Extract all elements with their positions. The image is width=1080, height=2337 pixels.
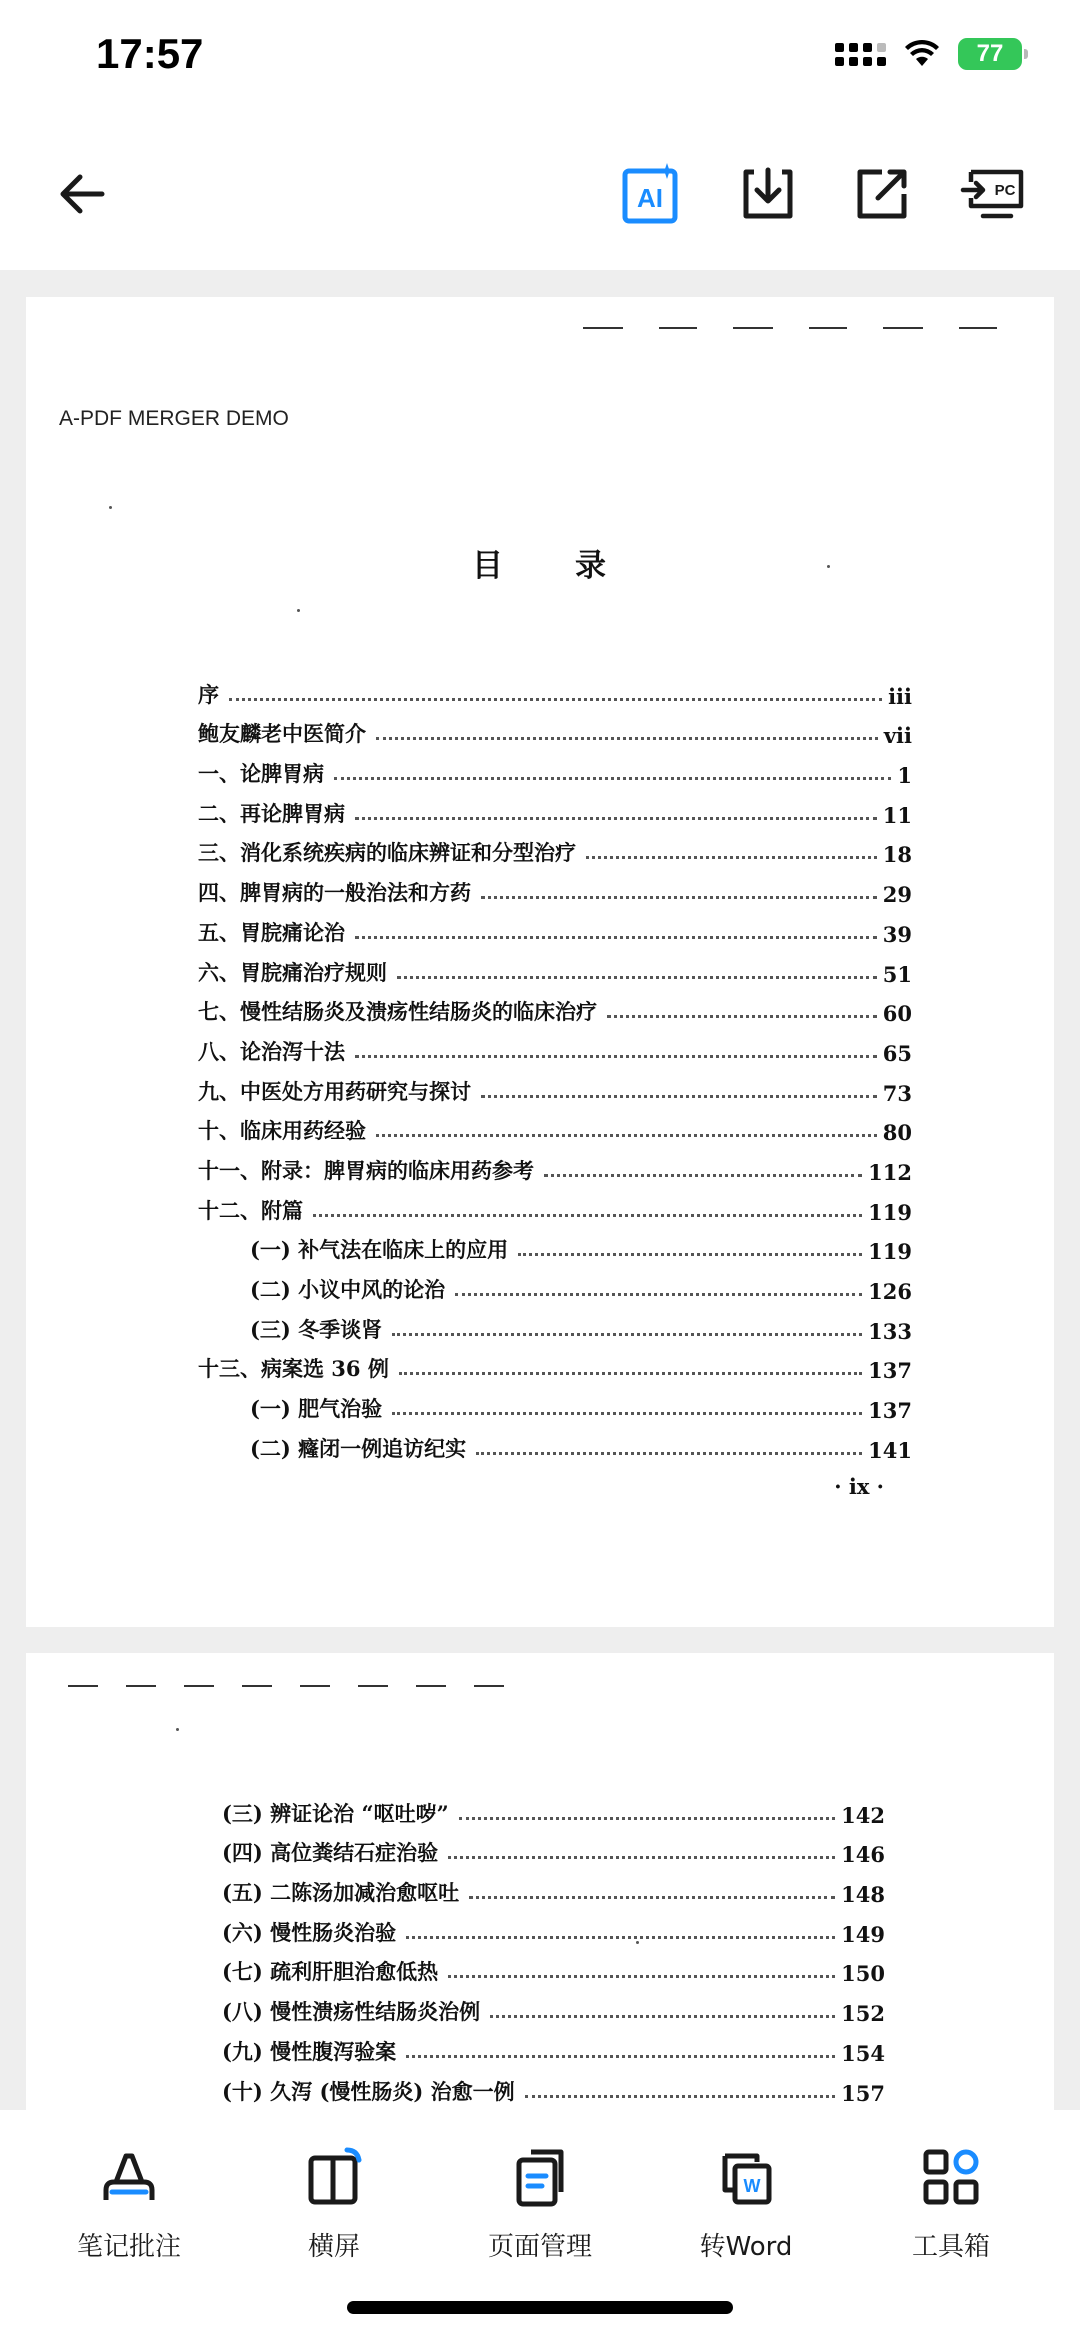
toc-entry (198, 748, 912, 788)
toc-entry-page: 154 (841, 2040, 885, 2066)
toc-entry-title: 一、论脾胃病 (198, 761, 324, 787)
toc-entry (198, 1066, 912, 1106)
toc-entry (222, 1986, 885, 2026)
nav-label: 页面管理 (487, 2232, 592, 2262)
toc-entry-title: 六、胃脘痛治疗规则 (198, 959, 387, 985)
toc-entry-page: 146 (841, 1842, 885, 1868)
toc-entry-page: 112 (868, 1159, 912, 1185)
toc-entry-page: 142 (841, 1802, 885, 1828)
back-arrow-icon (54, 166, 110, 222)
toc-entry-page: 65 (882, 1040, 912, 1066)
toc-leader-dots (518, 1253, 862, 1256)
toc-entry-title: 三、消化系统疾病的临床辨证和分型治疗 (198, 840, 576, 866)
back-button[interactable] (48, 160, 116, 228)
toc-leader-dots (586, 856, 877, 859)
wifi-icon (904, 40, 940, 68)
toc-leader-dots (392, 1333, 862, 1336)
page-number: · ix · (834, 1474, 884, 1499)
pdf-page-1[interactable] (26, 297, 1054, 1627)
toc-leader-dots (376, 1134, 877, 1137)
toc-entry-title: 五、胃脘痛论治 (198, 919, 345, 945)
toc-leader-dots (406, 2055, 835, 2058)
toc-entry (198, 1145, 912, 1185)
svg-text:AI: AI (637, 183, 663, 213)
toc-leader-dots (481, 896, 877, 899)
toc-leader-dots (607, 1015, 877, 1018)
toc-entry (198, 867, 912, 907)
toc-entry (198, 709, 912, 749)
toc-entry-page: 39 (882, 921, 912, 947)
toc-leader-dots (397, 976, 877, 979)
toc-leader-dots (392, 1412, 862, 1415)
nav-label: 横屏 (307, 2232, 360, 2262)
toc-leader-dots (490, 2015, 835, 2018)
scan-speck (109, 506, 112, 509)
toc-entry (198, 1264, 912, 1304)
toc-leader-dots (476, 1452, 862, 1455)
ai-assistant-button[interactable] (620, 160, 688, 228)
toc-entry (198, 907, 912, 947)
toc-entry-title: (七) 疏利肝胆治愈低热 (222, 1959, 439, 1985)
toc-entry-title: 八、论治泻十法 (198, 1038, 345, 1064)
nav-label: 笔记批注 (76, 2232, 181, 2262)
toc-entry-page: 80 (882, 1120, 912, 1146)
watermark-text: A-PDF MERGER DEMO (59, 407, 289, 430)
toc-entry (198, 1026, 912, 1066)
nav-landscape-button[interactable] (254, 2142, 414, 2282)
toc-leader-dots (448, 1975, 835, 1978)
ai-sparkle-icon (621, 161, 687, 227)
toc-entry (198, 1185, 912, 1225)
download-button[interactable] (734, 160, 802, 228)
toc-entry-title: (一) 补气法在临床上的应用 (250, 1237, 509, 1263)
toc-entry (222, 1867, 885, 1907)
toc-entry (198, 1423, 912, 1463)
toc-entry-page: 29 (882, 882, 912, 908)
toc-entry-title: 七、慢性结肠炎及溃疡性结肠炎的临床治疗 (198, 999, 597, 1025)
toc-entry-title: 二、再论脾胃病 (198, 800, 345, 826)
send-to-pc-icon (961, 164, 1027, 224)
toc-entry-title: (三) 辨证论治 “呕吐哕” (222, 1800, 449, 1826)
toc-list (198, 669, 912, 1463)
toc-entry-page: 149 (841, 1921, 885, 1947)
share-icon (852, 164, 912, 224)
toc-leader-dots (376, 737, 878, 740)
toc-entry (198, 1304, 912, 1344)
toc-entry-title: 九、中医处方用药研究与探讨 (198, 1078, 471, 1104)
toc-leader-dots (406, 1936, 835, 1939)
toc-entry (198, 1225, 912, 1265)
toc-entry-title: 序 (198, 681, 219, 707)
toolbox-icon (920, 2146, 982, 2208)
svg-text:W: W (743, 2176, 761, 2196)
toc-entry (198, 947, 912, 987)
toc-entry-page: 51 (882, 961, 912, 987)
toc-entry-page: 18 (882, 842, 912, 868)
toc-entry-page: 60 (882, 1001, 912, 1027)
svg-text:PC: PC (994, 182, 1016, 199)
toc-entry-title: 四、脾胃病的一般治法和方药 (198, 880, 471, 906)
toc-leader-dots (355, 936, 877, 939)
toc-entry-page: 119 (868, 1199, 912, 1225)
toc-leader-dots (355, 1055, 877, 1058)
download-icon (738, 164, 798, 224)
toc-entry-title: (十) 久泻 (慢性肠炎) 治愈一例 (222, 2078, 515, 2104)
toc-entry (198, 1344, 912, 1384)
toc-entry-title: 十一、附录：脾胃病的临床用药参考 (198, 1157, 534, 1183)
toc-list-continued (222, 1788, 885, 2145)
toc-entry-title: 十、临床用药经验 (198, 1118, 366, 1144)
toc-entry-page: 152 (841, 2001, 885, 2027)
toc-entry-title: (九) 慢性腹泻验案 (222, 2038, 397, 2064)
nav-label: 工具箱 (911, 2232, 990, 2262)
nav-to-word-button[interactable] (666, 2142, 826, 2282)
pen-annotate-icon (98, 2146, 160, 2208)
rotate-landscape-icon (303, 2146, 365, 2208)
toc-entry-title: (二) 癃闭一例追访纪实 (250, 1435, 467, 1461)
toc-entry-page: 137 (868, 1358, 912, 1384)
toc-entry (198, 788, 912, 828)
toc-entry-title: (三) 冬季谈肾 (250, 1316, 383, 1342)
toc-entry-page: iii (888, 683, 912, 709)
toc-entry-page: vii (883, 723, 912, 749)
toc-leader-dots (544, 1174, 862, 1177)
battery-icon (958, 38, 1022, 70)
toc-leader-dots (334, 777, 891, 780)
toc-entry-title: (四) 高位粪结石症治验 (222, 1840, 439, 1866)
toc-entry-page: 1 (897, 763, 912, 789)
status-icons (835, 38, 1022, 70)
toc-entry-page: 126 (868, 1279, 912, 1304)
home-indicator[interactable] (347, 2301, 733, 2314)
nav-label: 转Word (699, 2232, 793, 2262)
share-button[interactable] (848, 160, 916, 228)
toc-entry (198, 669, 912, 709)
toc-leader-dots (399, 1372, 862, 1375)
toc-entry (198, 828, 912, 868)
toc-entry (198, 987, 912, 1027)
toc-entry-page: 137 (868, 1398, 912, 1424)
toc-entry-title: 鲍友麟老中医简介 (198, 721, 366, 747)
toc-leader-dots (355, 817, 877, 820)
to-word-icon (715, 2146, 777, 2208)
toc-leader-dots (525, 2095, 835, 2098)
toc-entry-title: (八) 慢性溃疡性结肠炎治例 (222, 1999, 481, 2025)
nav-page-manage-button[interactable] (460, 2142, 620, 2282)
toc-leader-dots (313, 1214, 862, 1217)
toc-leader-dots (229, 698, 882, 701)
toc-entry (222, 2066, 885, 2106)
status-bar (0, 0, 1080, 120)
toc-entry-title: 十二、附篇 (198, 1197, 303, 1223)
toc-entry (198, 1383, 912, 1423)
toc-entry-page: 148 (841, 1882, 885, 1908)
toc-entry-title: 十三、病案选 36 例 (198, 1356, 389, 1382)
toc-title: 目 录 (472, 548, 608, 584)
nav-notes-button[interactable] (49, 2142, 209, 2282)
toc-entry-title: (五) 二陈汤加减治愈呕吐 (222, 1880, 460, 1906)
toc-entry-page: 150 (841, 1961, 885, 1987)
scan-dash-line (583, 327, 997, 329)
toc-entry-page: 157 (841, 2080, 885, 2106)
scan-speck (297, 609, 300, 612)
toc-leader-dots (481, 1095, 877, 1098)
toc-entry-page: 141 (868, 1437, 912, 1463)
scan-dash-line (68, 1685, 504, 1687)
toc-leader-dots (469, 1896, 835, 1899)
toc-entry-page: 133 (868, 1318, 912, 1344)
pdf-viewer[interactable] (0, 270, 1080, 2110)
toc-entry (222, 1788, 885, 1828)
toc-entry-page: 119 (868, 1239, 912, 1265)
toc-entry (222, 2026, 885, 2066)
toc-entry (222, 1828, 885, 1868)
toc-entry (222, 1907, 885, 1947)
toc-leader-dots (455, 1293, 862, 1296)
toc-entry-title: (二) 小议中风的论治 (250, 1277, 446, 1302)
page-manage-icon (509, 2146, 571, 2208)
toc-entry-page: 73 (882, 1080, 912, 1106)
toc-leader-dots (459, 1817, 836, 1820)
send-to-pc-button[interactable] (960, 160, 1028, 228)
nav-toolbox-button[interactable] (871, 2142, 1031, 2282)
top-toolbar (0, 120, 1080, 270)
toc-entry-title: (一) 肥气治验 (250, 1396, 383, 1422)
toc-entry-title: (六) 慢性肠炎治验 (222, 1919, 397, 1945)
signal-icon (835, 43, 886, 66)
toc-entry-page: 11 (882, 802, 912, 828)
battery-level: 77 (976, 40, 1004, 67)
scan-speck (176, 1728, 179, 1731)
toc-leader-dots (448, 1856, 835, 1859)
toc-entry (222, 1947, 885, 1987)
status-time: 17:57 (96, 30, 204, 77)
toc-entry (198, 1106, 912, 1146)
